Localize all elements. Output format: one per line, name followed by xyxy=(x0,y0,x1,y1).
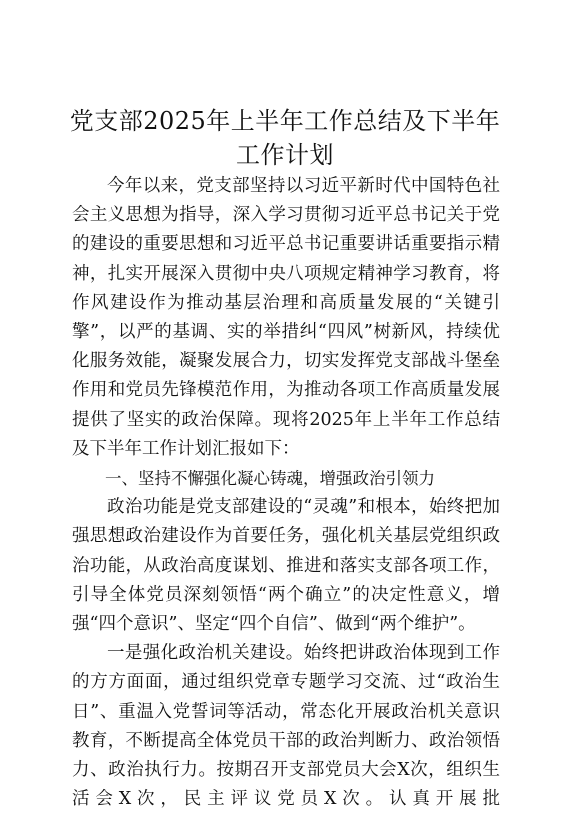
document-title-line-1: 党支部2025年上半年工作总结及下半年 xyxy=(69,107,501,135)
intro-paragraph: 今年以来，党支部坚持以习近平新时代中国特色社会主义思想为指导，深入学习贯彻习近平总书记关于党的建设的重要思想和习近平总书记重要讲话重要指示精神，扎实开展深入贯彻中央八项规定精神学习教育，将作风建设作为推动基层治理和高质量发展的“关键引擎”，以严的基调、实的举措纠“四风”树新风，持续优化服务效能，凝聚发展合力，切实发挥党支部战斗堡垒作用和党员先锋模范作用，为推动各项工作高质量发展提供了坚实的政治保障。现将2025年上半年工作总结及下半年工作计划汇报如下： xyxy=(72,176,500,459)
section-1-paragraph: 政治功能是党支部建设的“灵魂”和根本，始终把加强思想政治建设作为首要任务，强化机关基层党组织政治功能，从政治高度谋划、推进和落实支部各项工作，引导全体党员深刻领悟“两个确立”的决定性意义，增强“四个意识”、坚定“四个自信”、做到“两个维护”。 xyxy=(72,497,500,635)
document-body xyxy=(72,172,500,814)
section-heading-1: 一、坚持不懈强化凝心铸魂，增强政治引领力 xyxy=(105,469,435,489)
section-1-point-1-paragraph: 一是强化政治机关建设。始终把讲政治体现到工作的方方面面，通过组织党章专题学习交流、过“政治生日”、重温入党誓词等活动，常态化开展政治机关意识教育，不断提高全体党员干部的政治判断力、政治领悟力、政治执行力。按期召开支部党员大会X次，组织生活会X次，民主评议党员X次。认真开展批 xyxy=(72,643,500,810)
document-title-line-2: 工作计划 xyxy=(236,141,334,169)
